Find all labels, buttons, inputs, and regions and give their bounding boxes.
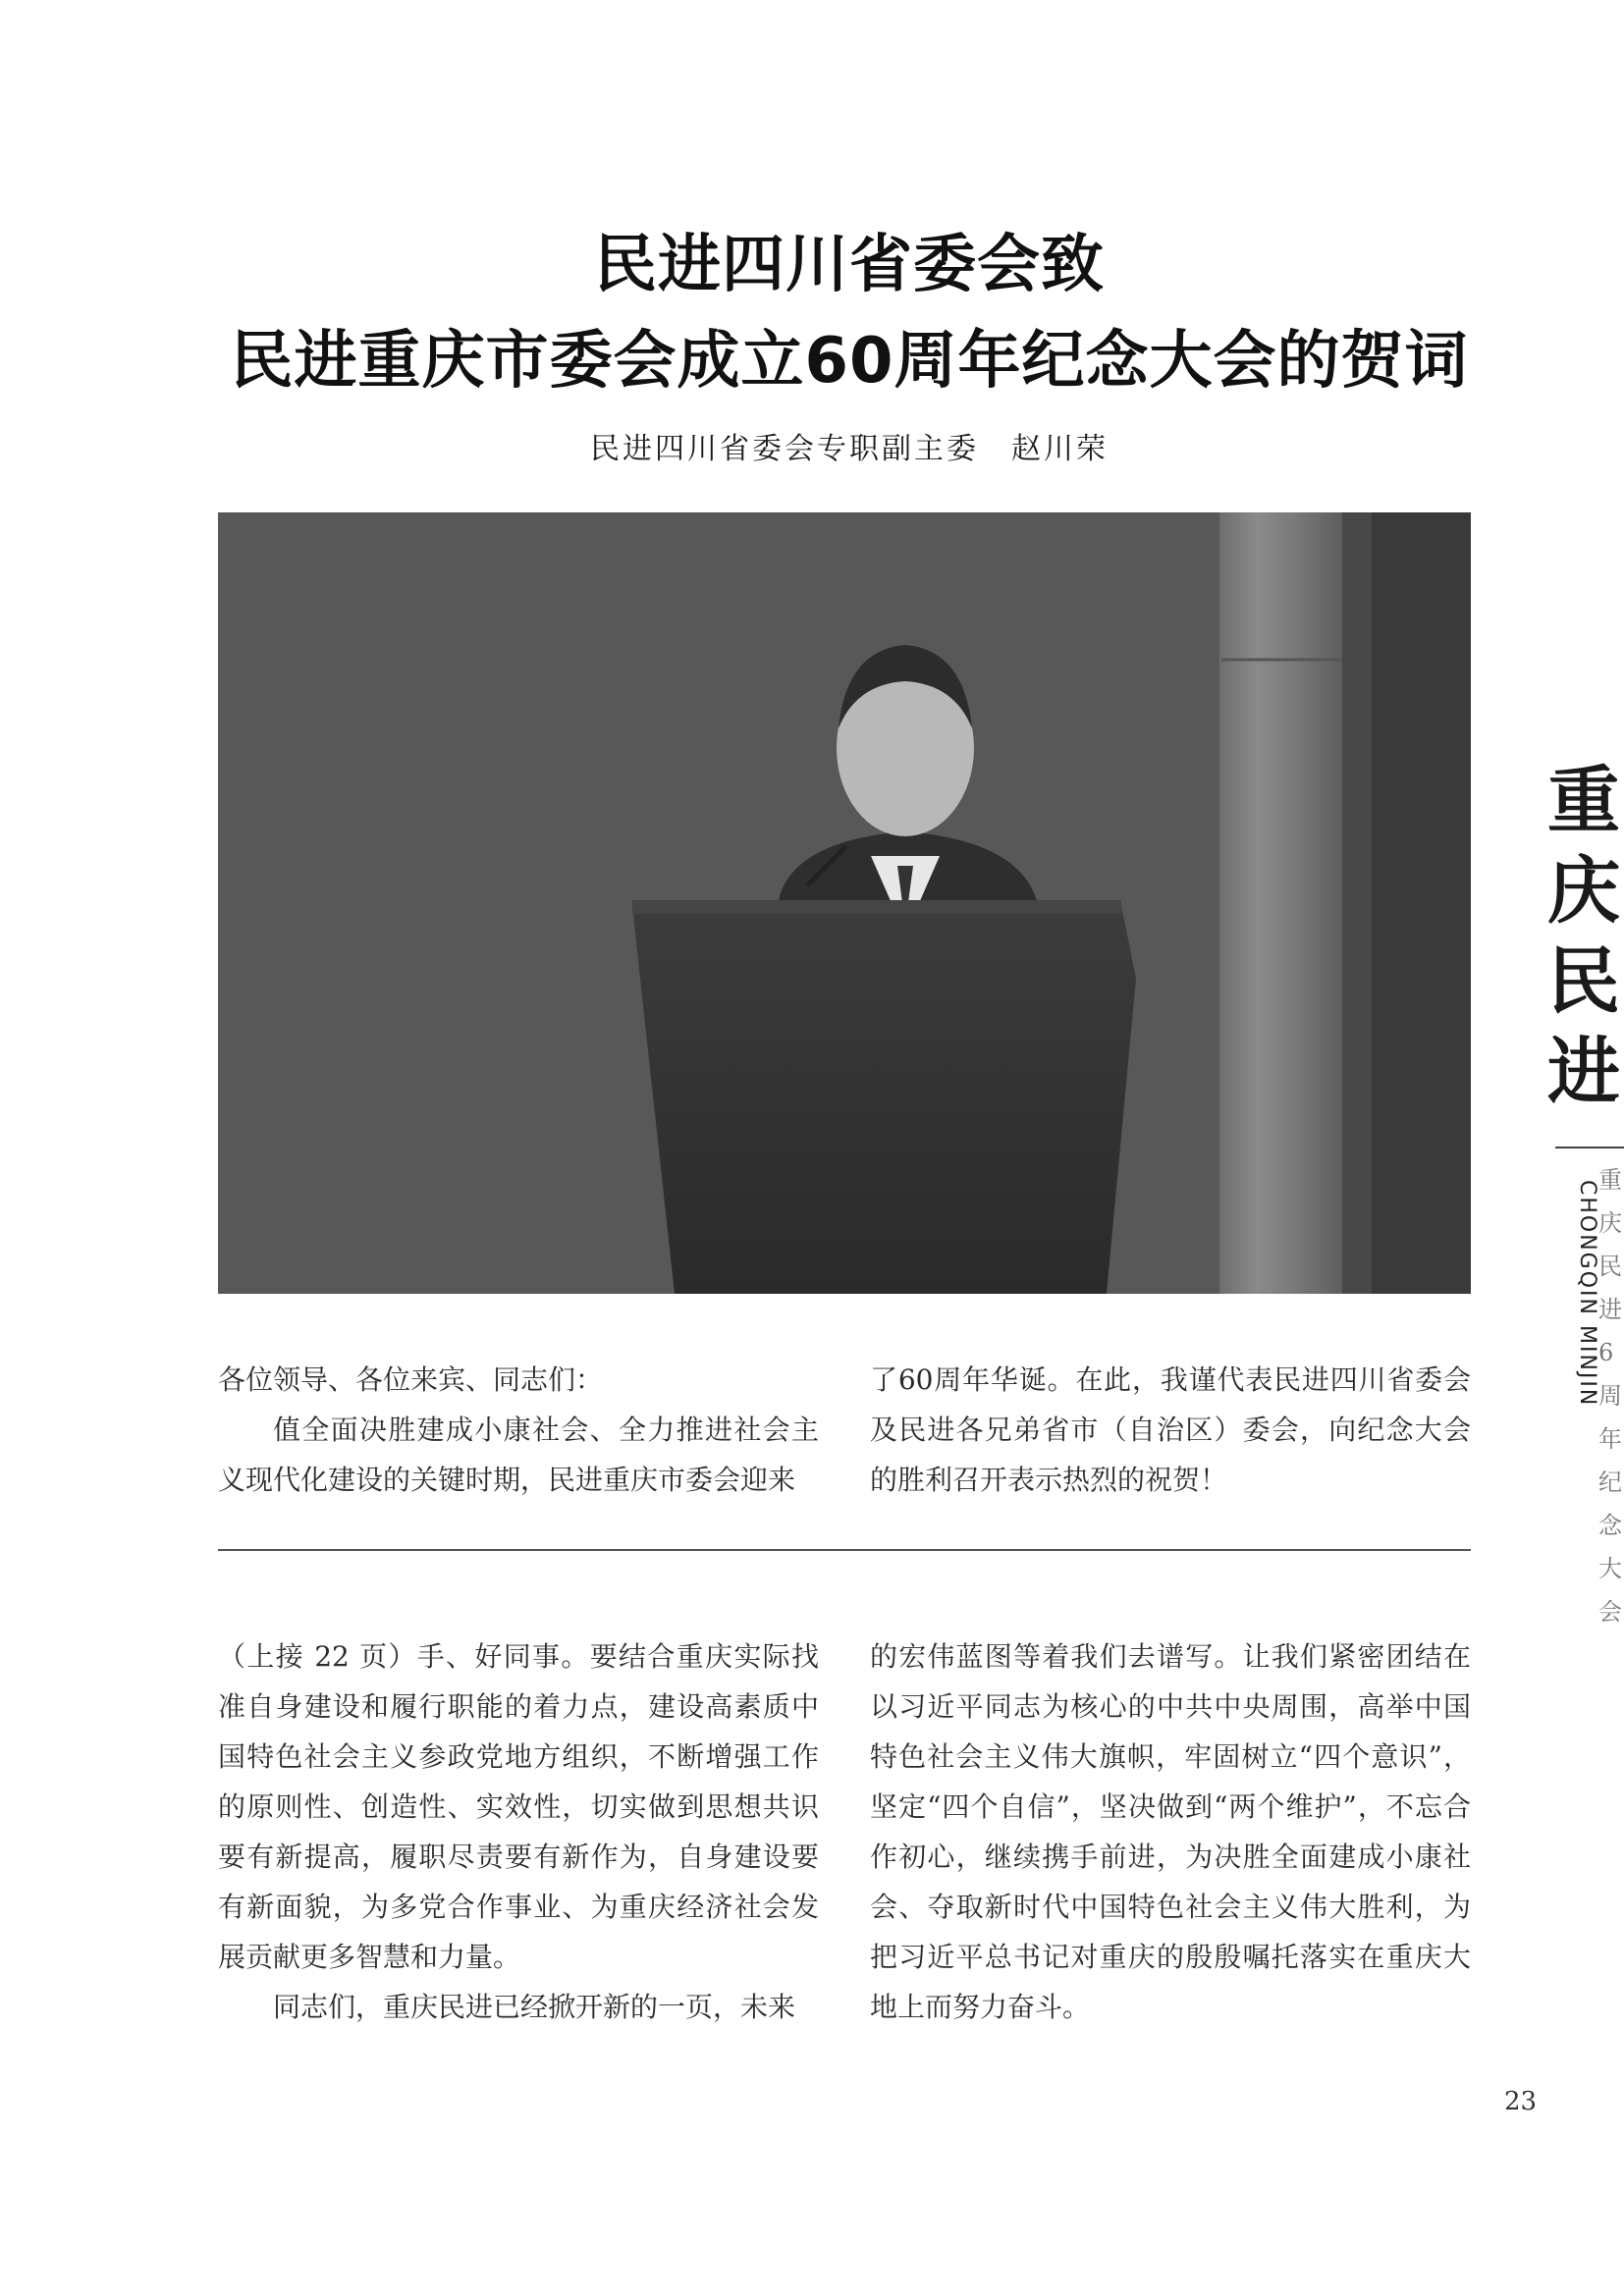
faint-char: 6 bbox=[1598, 1339, 1614, 1366]
calligraphy-char: 重 bbox=[1547, 759, 1620, 843]
continued-paragraph-2: 同志们，重庆民进已经掀开新的一页，未来 bbox=[273, 1991, 796, 2023]
faint-char: 年 bbox=[1598, 1425, 1622, 1453]
speech-column-left bbox=[218, 1355, 819, 1505]
byline: 民进四川省委会专职副主委 赵川荣 bbox=[590, 432, 1109, 466]
section-divider bbox=[218, 1549, 1471, 1551]
faint-char: 会 bbox=[1598, 1598, 1622, 1626]
faint-char: 重 bbox=[1598, 1166, 1622, 1194]
faint-char: 大 bbox=[1598, 1555, 1622, 1582]
sidebar-divider bbox=[1555, 1147, 1624, 1148]
continued-column-right bbox=[870, 1631, 1471, 2032]
title-line-2: 民进重庆市委会成立60周年纪念大会的贺词 bbox=[230, 325, 1469, 398]
speaker-photo bbox=[218, 512, 1471, 1294]
continued-prefix: （上接 22 页） bbox=[218, 1640, 417, 1673]
continued-column-left bbox=[218, 1631, 819, 2032]
continued-paragraph-2-cont: 的宏伟蓝图等着我们去谱写。让我们紧密团结在以习近平同志为核心的中共中央周围，高举中国特色社会主义伟大旗帜，牢固树立“四个意识”，坚定“四个自信”，坚决做到“两个维护”，不忘合作初心，继续携手前进，为决胜全面建成小康社会、夺取新时代中国特色社会主义伟大胜利，为把习近平总书记对重庆的殷殷嘱托落实在重庆大地上而努力奋斗。 bbox=[870, 1640, 1471, 2023]
faint-char: 周 bbox=[1598, 1382, 1622, 1410]
sidebar-latin: CHONGQIN MINJIN bbox=[1575, 1180, 1599, 1408]
speech-column-right bbox=[870, 1355, 1471, 1505]
faint-char: 民 bbox=[1598, 1253, 1622, 1280]
calligraphy-char: 民 bbox=[1547, 939, 1620, 1024]
speech-paragraph-cont: 了60周年华诞。在此，我谨代表民进四川省委会及民进各兄弟省市（自治区）委会，向纪念大会的胜利召开表示热烈的祝贺！ bbox=[870, 1363, 1471, 1496]
sidebar-calligraphy bbox=[1543, 756, 1624, 1117]
faint-char: 进 bbox=[1598, 1296, 1622, 1323]
title-line-1: 民进四川省委会致 bbox=[594, 229, 1105, 301]
page-number: 23 bbox=[1504, 2087, 1538, 2116]
faint-char: 念 bbox=[1598, 1512, 1622, 1539]
speech-greeting: 各位领导、各位来宾、同志们： bbox=[218, 1363, 604, 1396]
sidebar-faint-text bbox=[1598, 1158, 1624, 1633]
faint-char: 纪 bbox=[1598, 1468, 1622, 1496]
calligraphy-char: 进 bbox=[1547, 1030, 1620, 1114]
calligraphy-char: 庆 bbox=[1547, 849, 1620, 934]
speech-paragraph: 值全面决胜建成小康社会、全力推进社会主义现代化建设的关键时期，民进重庆市委会迎来 bbox=[218, 1414, 819, 1496]
speaker-photo-illustration bbox=[218, 512, 1471, 1294]
continued-paragraph: （上接 22 页）手、好同事。要结合重庆实际找准自身建设和履行职能的着力点，建设高素质中国特色社会主义参政党地方组织，不断增强工作的原则性、创造性、实效性，切实做到思想共识要有新提高，履职尽责要有新作为，自身建设要有新面貌，为多党合作事业、为重庆经济社会发展贡献更多智慧和力量。 bbox=[218, 1640, 819, 1973]
faint-char: 庆 bbox=[1598, 1209, 1622, 1237]
